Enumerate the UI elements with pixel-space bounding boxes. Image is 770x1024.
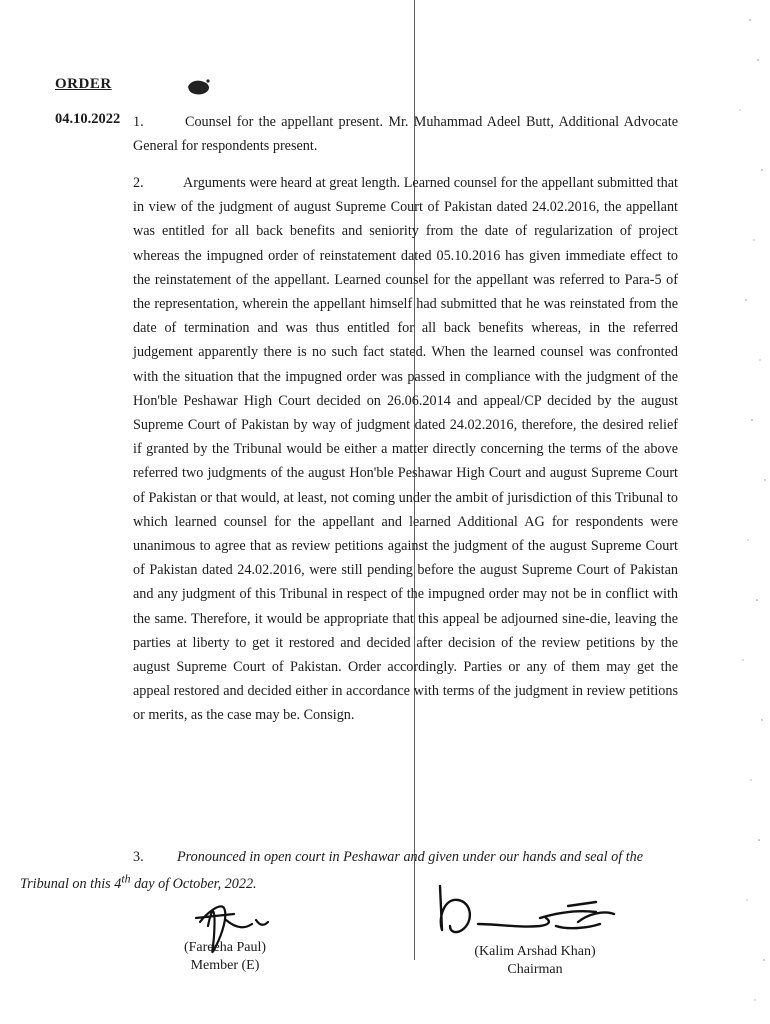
paragraph-1 bbox=[133, 110, 678, 158]
chairman-signature bbox=[428, 878, 628, 948]
scan-edge-noise bbox=[710, 0, 770, 1024]
ordinal-superscript: th bbox=[121, 871, 131, 886]
member-name: (Fareeha Paul) bbox=[183, 940, 267, 955]
chairman-name: (Kalim Arshad Khan) bbox=[474, 944, 596, 959]
chairman-signatory bbox=[455, 943, 615, 979]
ink-blot-mark bbox=[186, 78, 212, 96]
order-date: 04.10.2022 bbox=[55, 111, 121, 127]
paragraph-number: 2. bbox=[133, 175, 144, 191]
member-title: Member (E) bbox=[190, 958, 260, 973]
chairman-title: Chairman bbox=[507, 962, 563, 977]
paragraph-2 bbox=[133, 171, 678, 728]
order-heading: ORDER bbox=[55, 76, 112, 92]
member-signatory bbox=[160, 939, 290, 975]
pronouncement-text: Pronounced in open court in Peshawar and given under our hands and seal of the Tribunal on this 4 bbox=[20, 849, 644, 893]
paragraph-text: Counsel for the appellant present. Mr. Muhammad Adeel Butt, Additional Advocate General for respondents present. bbox=[133, 114, 678, 155]
pronouncement-date: day of October, 2022. bbox=[130, 876, 257, 893]
paragraph-text: Arguments were heard at great length. Learned counsel for the appellant submitted that in view of the judgment of august Supreme Court of Pakistan dated 24.02.2016, the appellant was entitled for all back benefits and seniority from the date of regularization of project whereas the impugned order of reinstatement dated 05.10.2016 has given immediate effect to the reinstatement of the appellant. Learned counsel for the appellant was referred to Para-5 of the representation, wherein the appellant himself had submitted that he was reinstated from the date of termination and was thus entitled for all back benefits whereas, in the referred judgement apparently there is no such fact stated. When the learned counsel was confronted with the situation that the impugned order was passed in compliance with the judgment of the Hon'ble Peshawar High Court decided on 26.06.2014 and appeal/CP decided by the august Supreme Court of Pakistan by way of judgment dated 24.02.2016, therefore, the desired relief if granted by the Tribunal would be either a matter directly concerning the terms of the above referred two judgments of the august Hon'ble Peshawar High Court and august Supreme Court of Pakistan or that would, at least, not coming under the ambit of jurisdiction of this Tribunal to which learned counsel for the appellant and learned Additional AG for respondents were unanimous to agree that as review petitions against the judgment of the august Supreme Court of Pakistan dated 24.02.2016, were still pending before the august Supreme Court of Pakistan and any judgment of this Tribunal in respect of the impugned order may not be in conflict with the same. Therefore, it would be appropriate that this appeal be adjourned sine-die, leaving the parties at liberty to get it restored and decided after decision of the review petitions by the august Supreme Court of Pakistan. Order accordingly. Parties or any of them may get the appeal restored and decided either in accordance with terms of the judgment in review petitions or merits, as the case may be. Consign. bbox=[133, 175, 678, 724]
paragraph-number: 3. bbox=[133, 849, 144, 865]
paragraph-number: 1. bbox=[133, 114, 144, 130]
